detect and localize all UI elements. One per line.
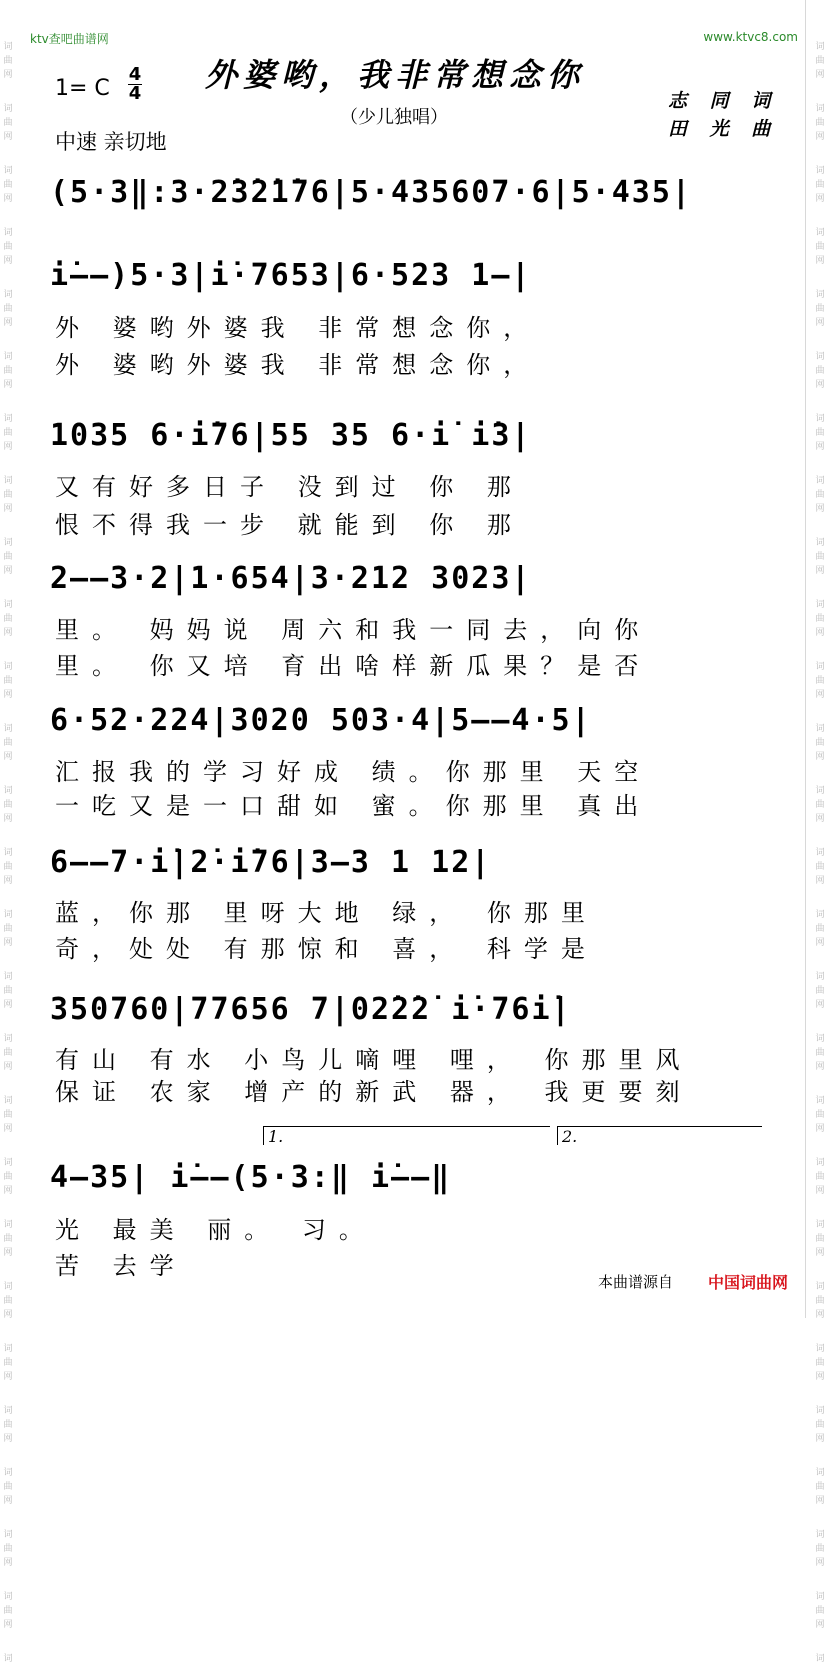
side-watermark-char: 网 — [3, 1124, 13, 1134]
side-watermark-char: 网 — [815, 1000, 825, 1010]
side-watermark-char: 网 — [3, 566, 13, 576]
side-watermark-char: 网 — [815, 690, 825, 700]
side-watermark-char: 网 — [815, 1372, 825, 1382]
side-watermark-char: 网 — [3, 1000, 13, 1010]
right-border-line — [805, 0, 806, 1318]
side-watermark-char: 网 — [815, 380, 825, 390]
side-watermark-char: 词 — [815, 1096, 825, 1106]
side-watermark-char: 词 — [815, 1468, 825, 1478]
side-watermark-char: 曲 — [815, 986, 825, 996]
side-watermark-char: 曲 — [815, 1420, 825, 1430]
side-watermark-char: 曲 — [3, 800, 13, 810]
side-watermark-char: 曲 — [3, 614, 13, 624]
side-watermark-char: 曲 — [3, 986, 13, 996]
watermark-right[interactable]: www.ktvc8.com — [703, 30, 798, 44]
side-watermark-char: 网 — [3, 752, 13, 762]
side-watermark-char: 网 — [3, 876, 13, 886]
side-watermark-char: 曲 — [3, 490, 13, 500]
notation-row-3: 1035 6·i̇76|55 35 6·i̇ i̇3| — [50, 418, 532, 453]
side-watermark-right — [813, 40, 827, 1666]
side-watermark-char: 词 — [3, 414, 13, 424]
side-watermark-char: 曲 — [815, 1606, 825, 1616]
side-watermark-char: 词 — [815, 166, 825, 176]
side-watermark-char: 词 — [3, 166, 13, 176]
side-watermark-char: 网 — [3, 380, 13, 390]
side-watermark-char: 词 — [3, 1034, 13, 1044]
side-watermark-char: 网 — [3, 504, 13, 514]
side-watermark-char: 曲 — [815, 242, 825, 252]
side-watermark-char: 曲 — [3, 738, 13, 748]
side-watermark-char: 词 — [815, 848, 825, 858]
side-watermark-char: 词 — [3, 538, 13, 548]
lyric-row-3-verse-2: 恨不得我一步 就能到 你 那 — [55, 511, 524, 539]
notation-row-6: 6——7·i̇|2̇·i̇76|3—3 1 12| — [50, 845, 492, 880]
side-watermark-char: 词 — [3, 724, 13, 734]
side-watermark-char: 曲 — [3, 1110, 13, 1120]
side-watermark-char: 词 — [815, 910, 825, 920]
side-watermark-char: 曲 — [815, 118, 825, 128]
time-signature — [128, 66, 142, 103]
notation-row-1: (5·3‖:3·2̇3̇2̇1̇76|5·435607·6|5·435| — [50, 175, 692, 210]
side-watermark-char: 网 — [3, 132, 13, 142]
side-watermark-char: 曲 — [815, 1482, 825, 1492]
side-watermark-char: 曲 — [3, 676, 13, 686]
lyric-row-7-verse-1: 有山 有水 小鸟儿嘀哩 哩， 你那里风 — [55, 1046, 693, 1074]
side-watermark-char: 词 — [815, 1592, 825, 1602]
side-watermark-char: 网 — [3, 1310, 13, 1320]
side-watermark-left — [1, 40, 15, 1666]
side-watermark-char: 曲 — [3, 1234, 13, 1244]
side-watermark-char: 曲 — [3, 366, 13, 376]
side-watermark-char: 词 — [815, 1344, 825, 1354]
side-watermark-char: 网 — [3, 1062, 13, 1072]
side-watermark-char: 曲 — [815, 1296, 825, 1306]
side-watermark-char: 词 — [815, 972, 825, 982]
lyric-row-8-verse-1: 光 最美 丽。 习。 — [55, 1216, 376, 1244]
side-watermark-char: 曲 — [815, 924, 825, 934]
side-watermark-char: 词 — [815, 1282, 825, 1292]
side-watermark-char: 词 — [3, 1530, 13, 1540]
side-watermark-char: 网 — [3, 628, 13, 638]
side-watermark-char: 词 — [3, 42, 13, 52]
side-watermark-char: 曲 — [815, 428, 825, 438]
side-watermark-char: 词 — [815, 724, 825, 734]
side-watermark-char: 曲 — [3, 924, 13, 934]
side-watermark-char: 曲 — [815, 552, 825, 562]
side-watermark-char: 词 — [3, 786, 13, 796]
side-watermark-char: 词 — [815, 538, 825, 548]
side-watermark-char: 词 — [3, 848, 13, 858]
side-watermark-char: 网 — [815, 1558, 825, 1568]
side-watermark-char: 网 — [3, 1620, 13, 1630]
lyric-row-8-verse-2: 苦 去学 — [55, 1252, 187, 1280]
side-watermark-char: 词 — [3, 1220, 13, 1230]
side-watermark-char: 词 — [815, 476, 825, 486]
side-watermark-char: 网 — [815, 1310, 825, 1320]
notation-row-2: i̇——)5·3|i̇·7653|6·523 1—| — [50, 258, 532, 293]
side-watermark-char: 词 — [3, 662, 13, 672]
lyric-row-5-verse-1: 汇报我的学习好成 绩。你那里 天空 — [55, 758, 652, 786]
side-watermark-char: 网 — [815, 70, 825, 80]
side-watermark-char: 曲 — [815, 304, 825, 314]
side-watermark-char: 词 — [815, 1654, 825, 1664]
lyric-row-7-verse-2: 保证 农家 增产的新武 器， 我更要刻 — [55, 1078, 693, 1106]
side-watermark-char: 网 — [815, 628, 825, 638]
side-watermark-char: 网 — [3, 256, 13, 266]
side-watermark-char: 网 — [815, 1124, 825, 1134]
side-watermark-char: 曲 — [815, 1110, 825, 1120]
lyric-row-4-verse-1: 里。 妈妈说 周六和我一同去，向你 — [55, 616, 652, 644]
key-signature: 1= C — [55, 76, 110, 101]
side-watermark-char: 曲 — [3, 1482, 13, 1492]
side-watermark-char: 网 — [815, 876, 825, 886]
volta-second-label: 2. — [562, 1127, 578, 1146]
side-watermark-char: 词 — [815, 104, 825, 114]
lyric-row-2-verse-1: 外 婆哟外婆我 非常想念你， — [55, 314, 541, 342]
side-watermark-char: 词 — [815, 786, 825, 796]
side-watermark-char: 曲 — [815, 1544, 825, 1554]
song-title: 外婆哟，我非常想念你 — [205, 56, 586, 94]
lyric-row-2-verse-2: 外 婆哟外婆我 非常想念你， — [55, 351, 541, 379]
side-watermark-char: 网 — [3, 814, 13, 824]
side-watermark-char: 词 — [3, 1096, 13, 1106]
side-watermark-char: 网 — [815, 814, 825, 824]
side-watermark-char: 词 — [815, 228, 825, 238]
composer-credit: 田 光 曲 — [668, 118, 779, 140]
volta-first-label: 1. — [268, 1127, 284, 1146]
side-watermark-char: 词 — [3, 972, 13, 982]
side-watermark-char: 网 — [815, 1062, 825, 1072]
side-watermark-char: 曲 — [3, 552, 13, 562]
notation-row-4: 2——3·2|1·654|3·212 3023| — [50, 561, 532, 596]
side-watermark-char: 曲 — [815, 800, 825, 810]
lyric-row-4-verse-2: 里。 你又培 育出啥样新瓜果？是否 — [55, 652, 652, 680]
volta-second-ending — [557, 1126, 762, 1145]
side-watermark-char: 网 — [3, 1558, 13, 1568]
side-watermark-char: 词 — [815, 1158, 825, 1168]
side-watermark-char: 网 — [3, 70, 13, 80]
side-watermark-char: 网 — [3, 1248, 13, 1258]
side-watermark-char: 词 — [3, 1592, 13, 1602]
side-watermark-char: 词 — [3, 1282, 13, 1292]
notation-row-8: 4—35| i̇——(5·3:‖ i̇——‖ — [50, 1160, 452, 1195]
side-watermark-char: 网 — [3, 1496, 13, 1506]
side-watermark-char: 网 — [3, 194, 13, 204]
side-watermark-char: 网 — [815, 1620, 825, 1630]
side-watermark-char: 网 — [3, 938, 13, 948]
side-watermark-char: 网 — [815, 1186, 825, 1196]
side-watermark-char: 曲 — [815, 738, 825, 748]
side-watermark-char: 网 — [815, 1496, 825, 1506]
side-watermark-char: 曲 — [815, 1048, 825, 1058]
side-watermark-char: 曲 — [815, 490, 825, 500]
side-watermark-char: 网 — [3, 690, 13, 700]
side-watermark-char: 曲 — [3, 180, 13, 190]
side-watermark-char: 曲 — [3, 1420, 13, 1430]
side-watermark-char: 网 — [815, 938, 825, 948]
side-watermark-char: 网 — [815, 442, 825, 452]
side-watermark-char: 词 — [3, 1468, 13, 1478]
notation-row-7: 350760|77656 7|02̇2̇2̇ i̇·76i̇| — [50, 992, 572, 1027]
side-watermark-char: 曲 — [3, 1296, 13, 1306]
side-watermark-char: 曲 — [815, 1172, 825, 1182]
side-watermark-char: 网 — [815, 256, 825, 266]
time-signature-bottom: 4 — [128, 83, 142, 104]
side-watermark-char: 词 — [815, 1406, 825, 1416]
side-watermark-char: 网 — [815, 752, 825, 762]
source-label: 本曲谱源自 — [598, 1273, 674, 1291]
side-watermark-char: 词 — [815, 414, 825, 424]
side-watermark-char: 词 — [815, 290, 825, 300]
side-watermark-char: 网 — [815, 194, 825, 204]
side-watermark-char: 曲 — [3, 118, 13, 128]
side-watermark-char: 曲 — [815, 1358, 825, 1368]
side-watermark-char: 曲 — [815, 366, 825, 376]
song-subtitle: （少儿独唱） — [340, 107, 448, 128]
side-watermark-char: 词 — [815, 1530, 825, 1540]
volta-first-ending — [263, 1126, 550, 1145]
side-watermark-char: 网 — [815, 318, 825, 328]
side-watermark-char: 网 — [815, 566, 825, 576]
side-watermark-char: 词 — [815, 1034, 825, 1044]
side-watermark-char: 词 — [815, 662, 825, 672]
time-signature-top: 4 — [128, 64, 142, 85]
side-watermark-char: 词 — [3, 290, 13, 300]
side-watermark-char: 词 — [3, 1406, 13, 1416]
side-watermark-char: 网 — [815, 1248, 825, 1258]
lyric-row-6-verse-1: 蓝，你那 里呀大地 绿， 你那里 — [55, 899, 598, 927]
side-watermark-char: 曲 — [3, 56, 13, 66]
tempo-marking: 中速 亲切地 — [55, 130, 167, 154]
side-watermark-char: 曲 — [3, 304, 13, 314]
side-watermark-char: 曲 — [3, 1172, 13, 1182]
side-watermark-char: 网 — [815, 1434, 825, 1444]
side-watermark-char: 曲 — [815, 862, 825, 872]
side-watermark-char: 曲 — [815, 1234, 825, 1244]
side-watermark-char: 词 — [3, 228, 13, 238]
source-site-link[interactable]: 中国词曲网 — [708, 1273, 789, 1292]
side-watermark-char: 词 — [3, 1654, 13, 1664]
side-watermark-char: 曲 — [3, 1606, 13, 1616]
lyric-row-5-verse-2: 一吃又是一口甜如 蜜。你那里 真出 — [55, 792, 652, 820]
side-watermark-char: 曲 — [3, 242, 13, 252]
side-watermark-char: 网 — [815, 504, 825, 514]
side-watermark-char: 曲 — [815, 676, 825, 686]
side-watermark-char: 曲 — [815, 614, 825, 624]
side-watermark-char: 词 — [815, 1220, 825, 1230]
side-watermark-char: 曲 — [3, 862, 13, 872]
side-watermark-char: 词 — [3, 1158, 13, 1168]
side-watermark-char: 曲 — [3, 1544, 13, 1554]
side-watermark-char: 网 — [3, 442, 13, 452]
side-watermark-char: 曲 — [815, 56, 825, 66]
side-watermark-char: 网 — [3, 1434, 13, 1444]
side-watermark-char: 曲 — [3, 428, 13, 438]
lyric-row-6-verse-2: 奇，处处 有那惊和 喜， 科学是 — [55, 935, 598, 963]
side-watermark-char: 词 — [815, 352, 825, 362]
lyric-row-3-verse-1: 又有好多日子 没到过 你 那 — [55, 473, 524, 501]
lyricist-credit: 志 同 词 — [668, 90, 779, 112]
side-watermark-char: 网 — [3, 1372, 13, 1382]
watermark-left[interactable]: ktv查吧曲谱网 — [30, 32, 109, 46]
side-watermark-char: 词 — [3, 910, 13, 920]
side-watermark-char: 词 — [815, 600, 825, 610]
side-watermark-char: 词 — [815, 42, 825, 52]
side-watermark-char: 网 — [815, 132, 825, 142]
side-watermark-char: 词 — [3, 600, 13, 610]
side-watermark-char: 曲 — [3, 1048, 13, 1058]
side-watermark-char: 词 — [3, 352, 13, 362]
side-watermark-char: 曲 — [815, 180, 825, 190]
side-watermark-char: 曲 — [3, 1358, 13, 1368]
side-watermark-char: 词 — [3, 104, 13, 114]
side-watermark-char: 词 — [3, 476, 13, 486]
side-watermark-char: 网 — [3, 1186, 13, 1196]
side-watermark-char: 网 — [3, 318, 13, 328]
side-watermark-char: 词 — [3, 1344, 13, 1354]
notation-row-5: 6·52·224|3020 503·4|5——4·5| — [50, 703, 592, 738]
